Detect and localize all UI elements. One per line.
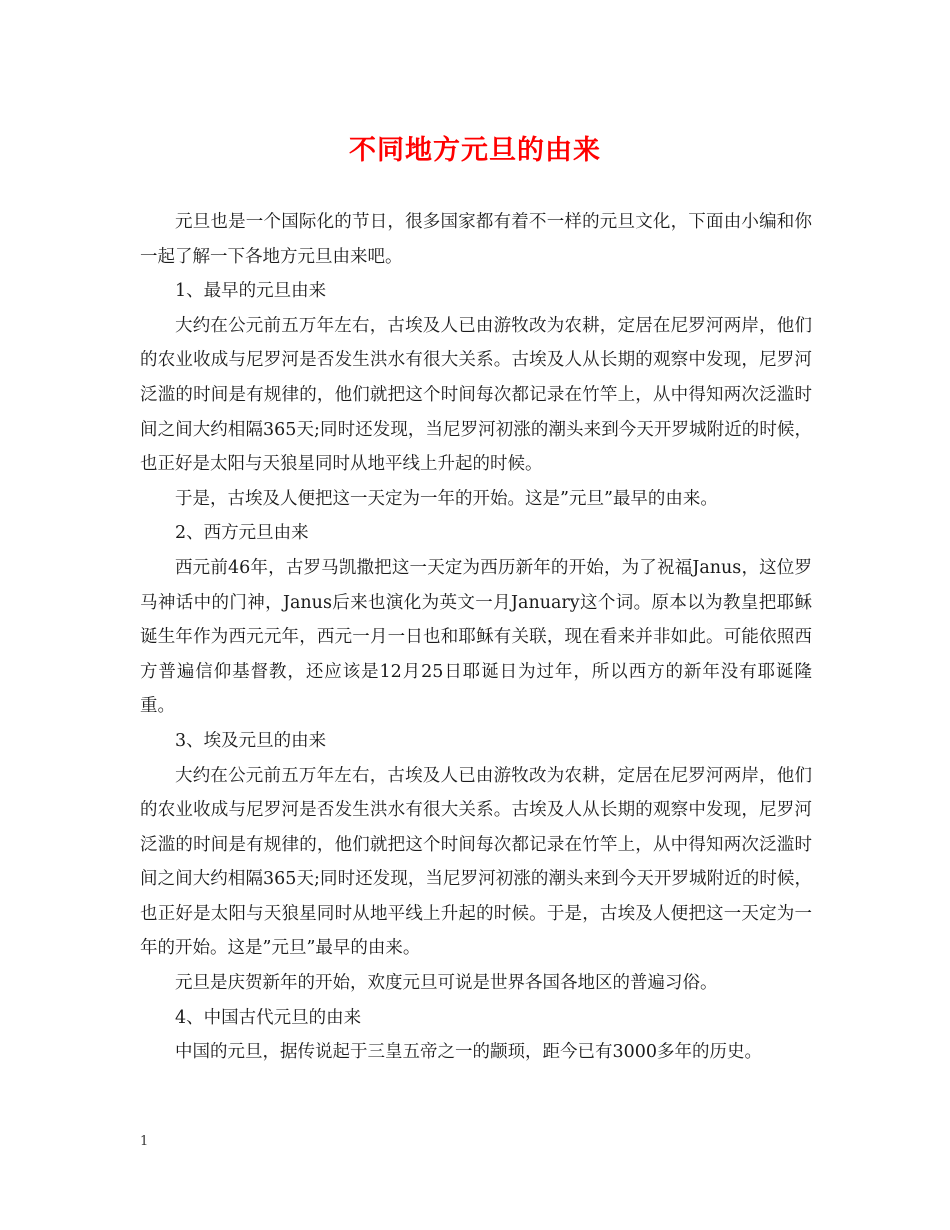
page-number: 1 [140,1134,149,1149]
paragraph-4: 中国的元旦，据传说起于三皇五帝之一的颛顼，距今已有3000多年的历史。 [175,1042,763,1063]
paragraph-1: 大约在公元前五万年左右，古埃及人已由游牧改为农耕，定居在尼罗河两岸，他们的农业收成与尼罗河是否发生洪水有很大关系。古埃及人从长期的观察中发现，尼罗河泛滥的时间是有规律的，他们就把这个时间每次都记录在竹竿上，从中得知两次泛滥时间之间大约相隔365天;同时还发现，当尼罗河初涨的潮头来到今天开罗城附近的时候，也正好是太阳与天狼星同时从地平线上升起的时候。 [140,315,812,475]
section-heading-3: 3、埃及元旦的由来 [175,730,327,751]
section-heading-1: 1、最早的元旦由来 [175,281,327,302]
paragraph-1b: 于是，古埃及人便把这一天定为一年的开始。这是”元旦”最早的由来。 [175,488,718,509]
paragraph-2: 西元前46年，古罗马凯撒把这一天定为西历新年的开始，为了祝福Janus，这位罗马神话中的门神，Janus后来也演化为英文一月January这个词。原本以为教皇把耶稣诞生年作为西元元年，西元一月一日也和耶稣有关联，现在看来并非如此。可能依照西方普遍信仰基督教，还应该是12月25日耶诞日为过年，所以西方的新年没有耶诞隆重。 [140,557,812,717]
paragraph-3: 大约在公元前五万年左右，古埃及人已由游牧改为农耕，定居在尼罗河两岸，他们的农业收成与尼罗河是否发生洪水有很大关系。古埃及人从长期的观察中发现，尼罗河泛滥的时间是有规律的，他们就把这个时间每次都记录在竹竿上，从中得知两次泛滥时间之间大约相隔365天;同时还发现，当尼罗河初涨的潮头来到今天开罗城附近的时候，也正好是太阳与天狼星同时从地平线上升起的时候。于是，古埃及人便把这一天定为一年的开始。这是”元旦”最早的由来。 [140,765,812,959]
document-body [140,205,812,1070]
paragraph-3b: 元旦是庆贺新年的开始，欢度元旦可说是世界各国各地区的普遍习俗。 [175,973,718,994]
document-title: 不同地方元旦的由来 [349,135,601,166]
section-heading-2: 2、西方元旦由来 [175,523,309,544]
section-heading-4: 4、中国古代元旦的由来 [175,1007,362,1028]
paragraph-intro: 元旦也是一个国际化的节日，很多国家都有着不一样的元旦文化，下面由小编和你一起了解一下各地方元旦由来吧。 [140,212,812,267]
